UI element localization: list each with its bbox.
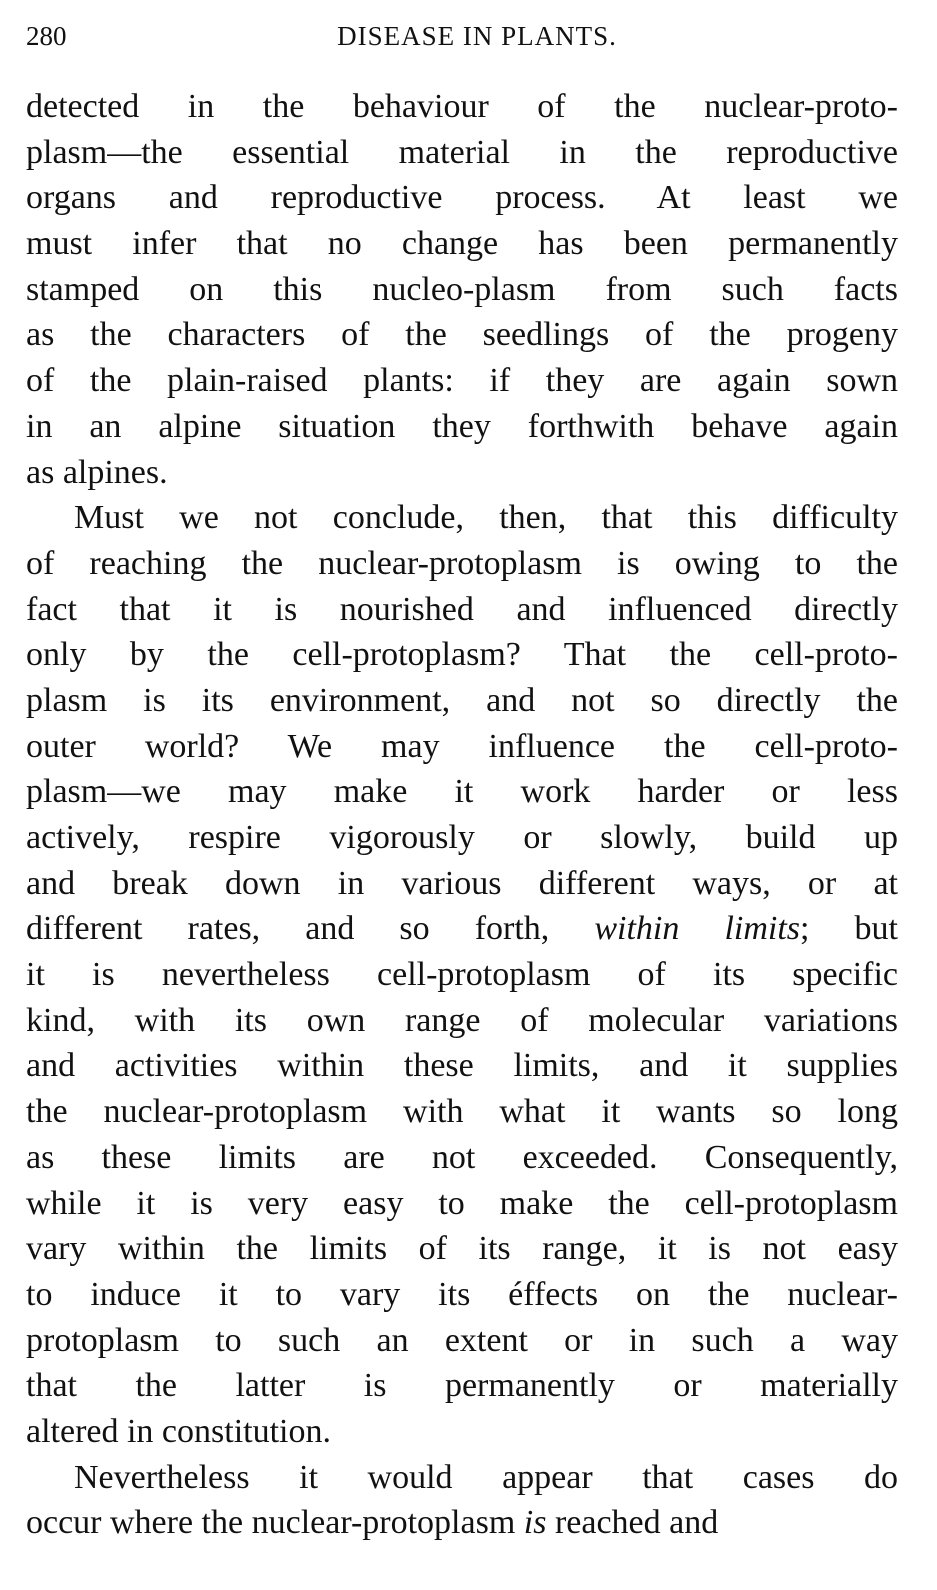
text-line: as alpines. [26,453,168,491]
text-run: occur where the nuclear-protoplasm [26,1504,524,1542]
running-head [26,18,898,54]
text-line: plasm—the essential material in the reproductive [26,133,898,171]
text-line: as these limits are not exceeded. Consequently, [26,1138,898,1176]
text-line: that the latter is permanently or materially [26,1367,898,1405]
text-line [26,906,898,952]
text-line: outer world? We may influence the cell-proto- [26,727,898,765]
text-line: altered in constitution. [26,1412,331,1450]
text-line: in an alpine situation they forthwith behave again [26,407,898,445]
text-line: protoplasm to such an extent or in such a way [26,1321,898,1359]
italic-emphasis: within limits [594,910,801,948]
paragraph [26,1455,898,1546]
text-line: the nuclear-protoplasm with what it wants so long [26,1093,898,1131]
italic-emphasis: is [523,1504,547,1542]
running-title: DISEASE IN PLANTS. [337,21,617,51]
text-line: fact that it is nourished and influenced directly [26,590,898,628]
text-line: must infer that no change has been permanently [26,225,898,263]
text-line [26,1500,898,1546]
text-line: of reaching the nuclear-protoplasm is owing to the [26,544,898,582]
text-line: as the characters of the seedlings of the progeny [26,316,898,354]
text-line: to induce it to vary its éffects on the nuclear- [26,1275,898,1313]
text-line: while it is very easy to make the cell-protoplasm [26,1184,898,1222]
text-line: kind, with its own range of molecular variations [26,1001,898,1039]
paragraph [26,495,898,1454]
text-line: plasm is its environment, and not so directly the [26,681,898,719]
text-line: plasm—we may make it work harder or less [26,773,898,811]
page-number: 280 [26,21,67,51]
text-run: reached and [546,1504,719,1542]
text-line: actively, respire vigorously or slowly, build up [26,819,898,856]
text-line: stamped on this nucleo-plasm from such facts [26,270,898,308]
body-text [26,84,898,1546]
text-line: organs and reproductive process. At least we [26,179,898,217]
paragraph [26,84,898,495]
text-run: ; but [800,910,898,948]
text-line: only by the cell-protoplasm? That the cell-proto- [26,636,898,674]
text-line: and break down in various different ways, or at [26,864,898,902]
text-line: and activities within these limits, and it supplies [26,1047,898,1085]
text-line: Must we not conclude, then, that this difficulty [74,499,898,537]
text-line: of the plain-raised plants: if they are again sown [26,362,898,400]
text-line: detected in the behaviour of the nuclear-proto- [26,88,898,125]
text-line: vary within the limits of its range, it is not easy [26,1230,898,1268]
text-line: it is nevertheless cell-protoplasm of its specific [26,956,898,994]
text-run: different rates, and so forth, [26,910,595,948]
text-line: Nevertheless it would appear that cases do [74,1458,898,1496]
